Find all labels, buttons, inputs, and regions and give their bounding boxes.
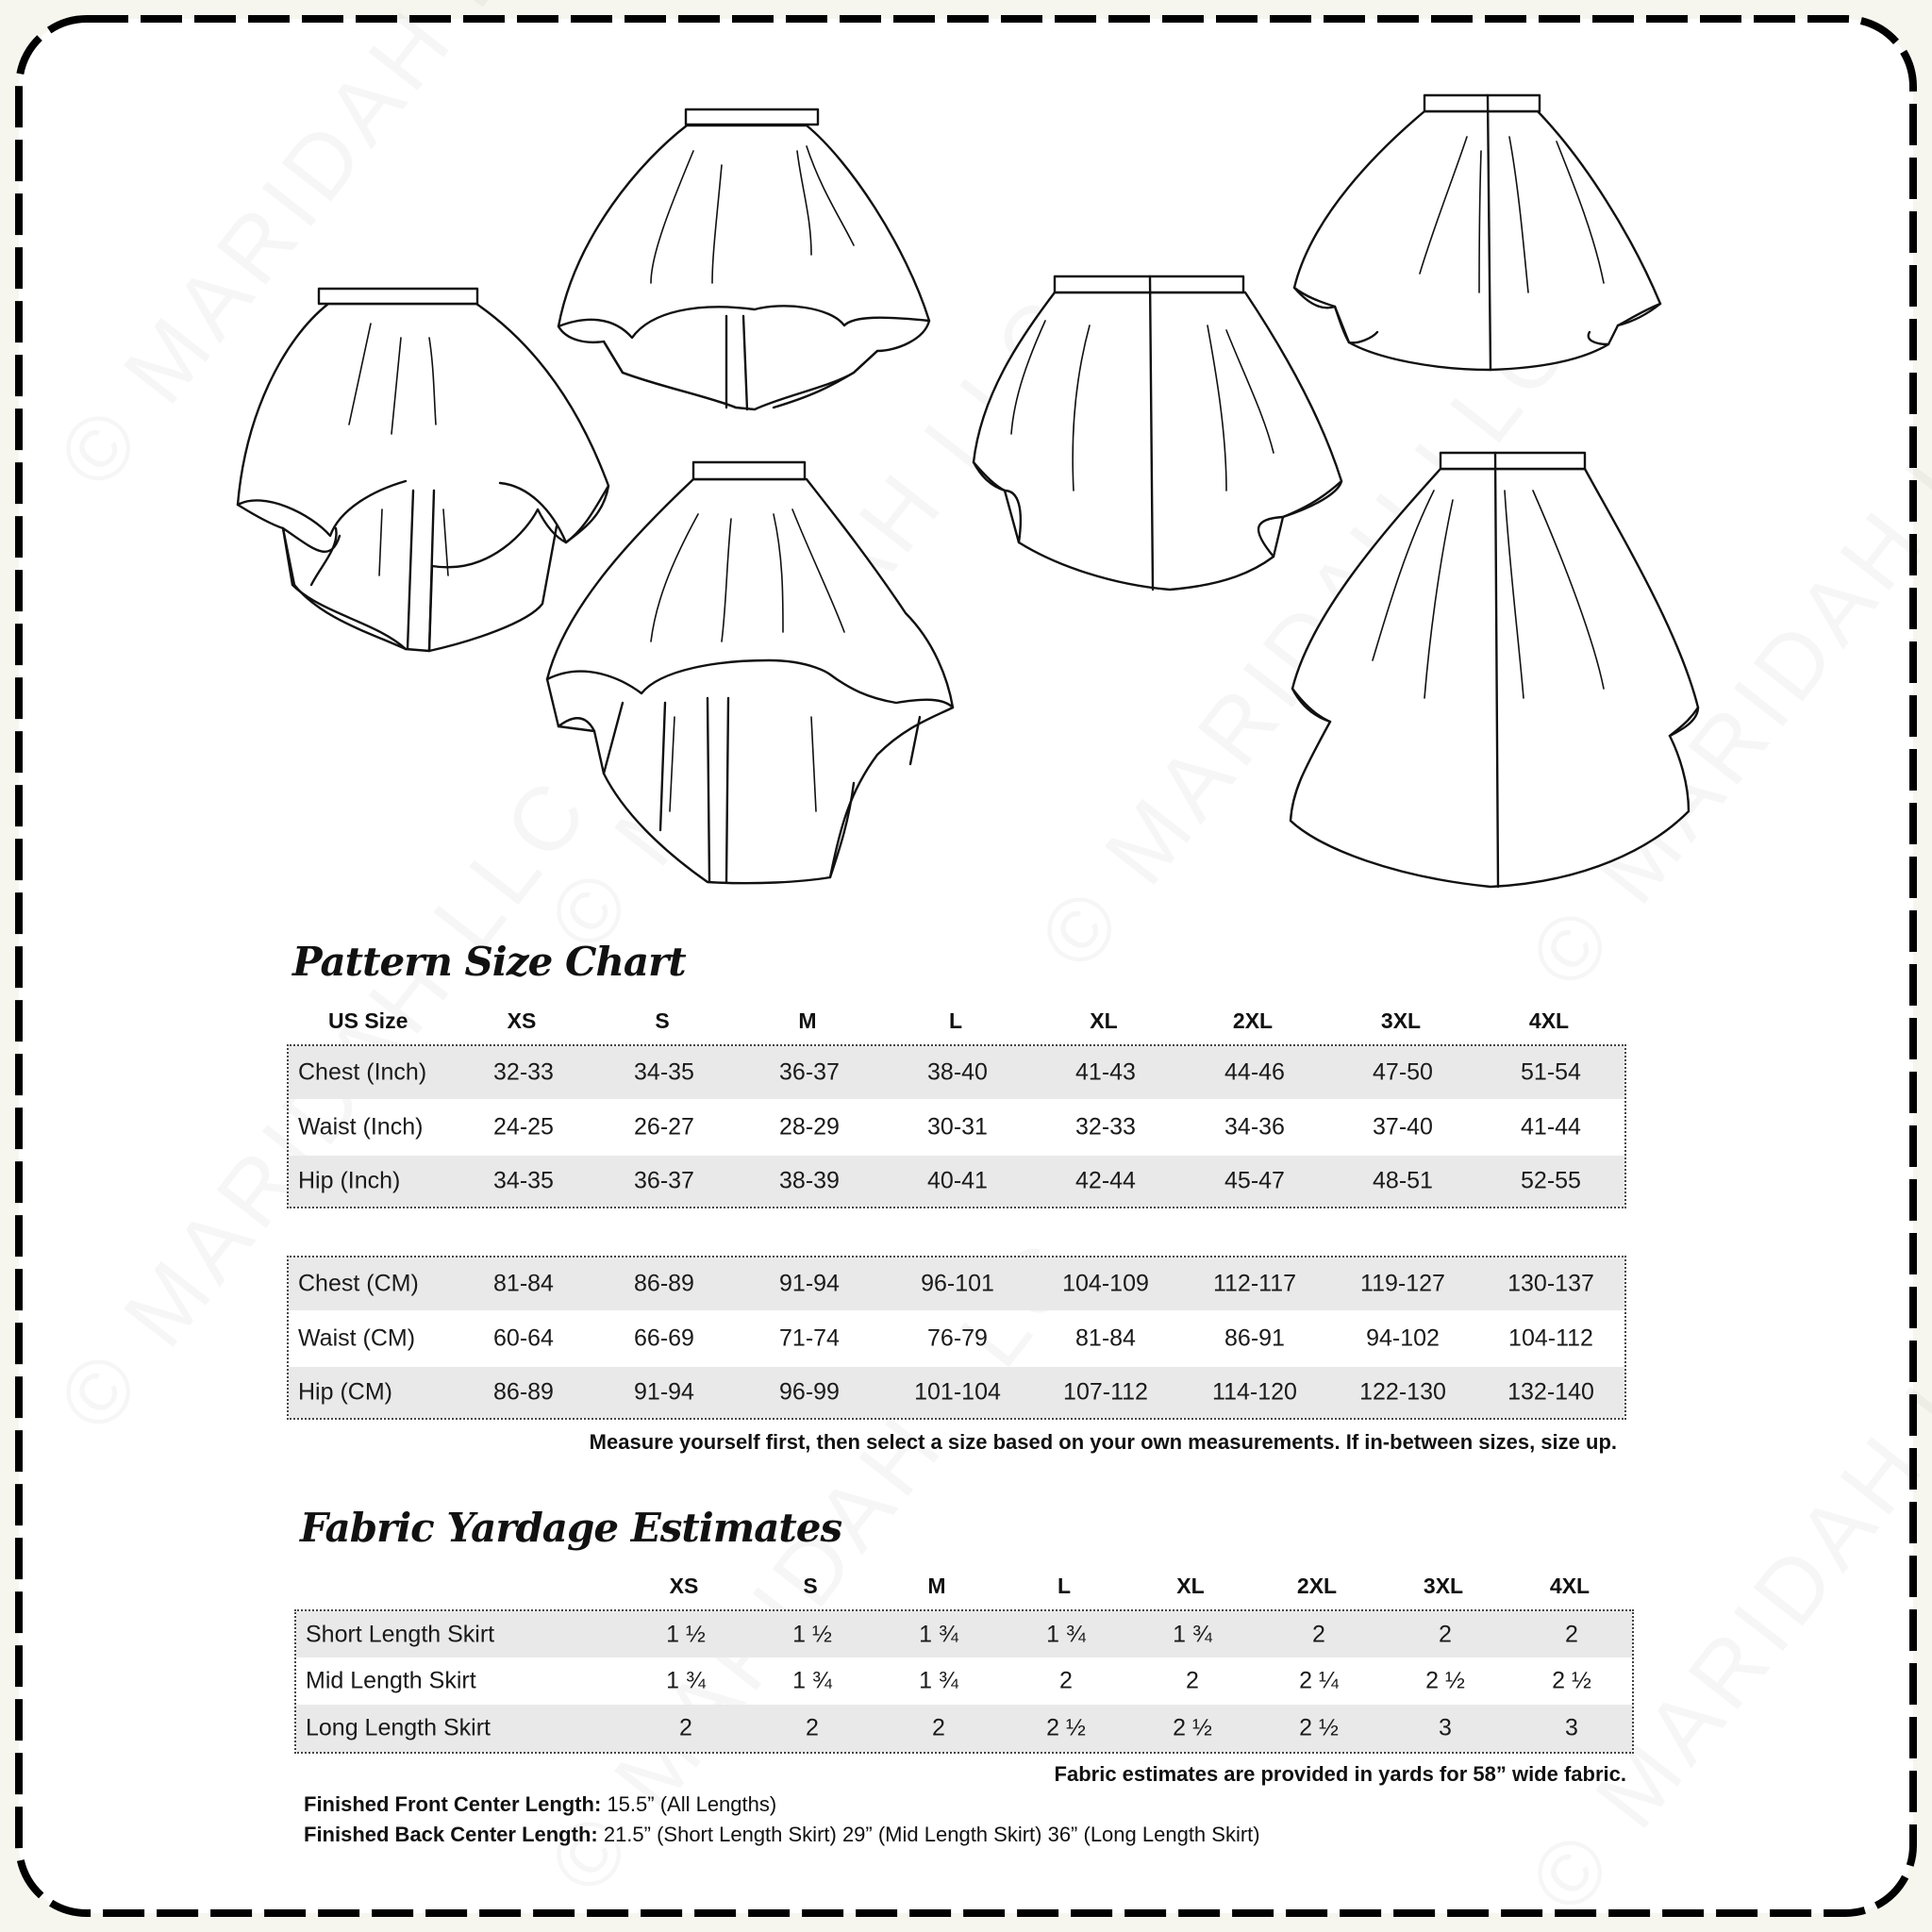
- size-chart-title: Pattern Size Chart: [292, 939, 686, 985]
- table-cell: 32-33: [493, 1058, 554, 1086]
- row-label: Chest (CM): [298, 1270, 419, 1297]
- size-header-l: L: [948, 1008, 963, 1033]
- table-cell: 2: [1312, 1621, 1325, 1647]
- finished-front-length: [304, 1792, 776, 1817]
- table-cell: 34-36: [1224, 1113, 1285, 1141]
- table-row: [296, 1657, 1632, 1705]
- row-label: Long Length Skirt: [306, 1714, 491, 1741]
- finished-back-length-value: 21.5” (Short Length Skirt) 29” (Mid Length Skirt) 36” (Long Length Skirt): [597, 1823, 1260, 1846]
- table-cell: 44-46: [1224, 1058, 1285, 1086]
- table-cell: 30-31: [927, 1113, 988, 1141]
- mid-length-skirt-back-illustration: [974, 276, 1341, 590]
- table-cell: 47-50: [1373, 1058, 1433, 1086]
- yardage-header-s: S: [803, 1574, 818, 1598]
- table-cell: 28-29: [779, 1113, 840, 1141]
- table-cell: 2: [1059, 1667, 1073, 1694]
- table-cell: 2 ½: [1173, 1714, 1212, 1741]
- short-length-skirt-back-illustration: [1294, 95, 1660, 370]
- yardage-header-m: M: [927, 1574, 946, 1598]
- table-cell: 38-40: [927, 1058, 988, 1086]
- size-header-4xl: 4XL: [1528, 1008, 1570, 1033]
- row-label: Waist (CM): [298, 1324, 416, 1352]
- yardage-header-2xl: 2XL: [1296, 1574, 1338, 1598]
- mid-length-skirt-front-illustration: [558, 109, 929, 409]
- table-row: [289, 1367, 1624, 1418]
- table-cell: 38-39: [779, 1167, 840, 1194]
- yardage-table: [294, 1609, 1634, 1754]
- table-cell: 34-35: [634, 1058, 694, 1086]
- table-cell: 3: [1439, 1714, 1452, 1741]
- table-cell: 86-89: [493, 1378, 554, 1406]
- size-chart-cm-table: [287, 1256, 1626, 1420]
- table-cell: 1 ¾: [666, 1667, 706, 1694]
- table-cell: 48-51: [1373, 1167, 1433, 1194]
- table-cell: 1 ½: [792, 1621, 832, 1647]
- table-cell: 36-37: [779, 1058, 840, 1086]
- yardage-header-4xl: 4XL: [1549, 1574, 1591, 1598]
- table-cell: 60-64: [493, 1324, 554, 1352]
- skirt-illustrations: [0, 0, 1932, 906]
- yardage-header-3xl: 3XL: [1423, 1574, 1464, 1598]
- table-cell: 1 ¾: [1046, 1621, 1086, 1647]
- yardage-title: Fabric Yardage Estimates: [300, 1505, 842, 1551]
- table-cell: 91-94: [779, 1270, 840, 1297]
- table-cell: 1 ¾: [919, 1621, 958, 1647]
- table-cell: 32-33: [1075, 1113, 1136, 1141]
- table-cell: 86-89: [634, 1270, 694, 1297]
- row-label: Hip (Inch): [298, 1167, 401, 1194]
- finished-back-length-label: Finished Back Center Length:: [304, 1823, 598, 1846]
- size-header-label: US Size: [328, 1008, 408, 1033]
- yardage-header-l: L: [1057, 1574, 1072, 1598]
- table-cell: 2: [679, 1714, 692, 1741]
- table-cell: 91-94: [634, 1378, 694, 1406]
- size-header-m: M: [798, 1008, 817, 1033]
- table-cell: 41-44: [1521, 1113, 1581, 1141]
- table-cell: 81-84: [493, 1270, 554, 1297]
- table-cell: 122-130: [1359, 1378, 1446, 1406]
- table-cell: 2 ½: [1425, 1667, 1465, 1694]
- row-label: Short Length Skirt: [306, 1621, 495, 1647]
- finished-front-length-value: 15.5” (All Lengths): [601, 1792, 777, 1816]
- table-row: [289, 1099, 1624, 1156]
- size-chart-inch-table: [287, 1044, 1626, 1208]
- table-cell: 104-112: [1508, 1324, 1593, 1352]
- yardage-header-xs: XS: [669, 1574, 699, 1598]
- row-label: Mid Length Skirt: [306, 1667, 476, 1694]
- table-cell: 51-54: [1521, 1058, 1581, 1086]
- table-cell: 132-140: [1507, 1378, 1594, 1406]
- table-cell: 41-43: [1075, 1058, 1136, 1086]
- table-cell: 42-44: [1075, 1167, 1136, 1194]
- table-cell: 2: [1186, 1667, 1199, 1694]
- row-label: Chest (Inch): [298, 1058, 427, 1086]
- table-cell: 40-41: [927, 1167, 988, 1194]
- table-row: [289, 1156, 1624, 1207]
- row-label: Hip (CM): [298, 1378, 392, 1406]
- table-cell: 101-104: [914, 1378, 1001, 1406]
- table-cell: 114-120: [1212, 1378, 1297, 1406]
- table-cell: 34-35: [493, 1167, 554, 1194]
- table-cell: 71-74: [779, 1324, 840, 1352]
- table-cell: 52-55: [1521, 1167, 1581, 1194]
- size-header-s: S: [655, 1008, 670, 1033]
- finished-back-length: [304, 1823, 1260, 1847]
- table-row: [289, 1046, 1624, 1099]
- table-cell: 1 ¾: [1173, 1621, 1212, 1647]
- table-cell: 1 ¾: [792, 1667, 832, 1694]
- table-cell: 2 ¼: [1299, 1667, 1339, 1694]
- table-cell: 26-27: [634, 1113, 694, 1141]
- row-label: Waist (Inch): [298, 1113, 424, 1141]
- table-cell: 45-47: [1224, 1167, 1285, 1194]
- table-cell: 2: [1439, 1621, 1452, 1647]
- table-cell: 2: [806, 1714, 819, 1741]
- table-cell: 2 ½: [1299, 1714, 1339, 1741]
- table-cell: 81-84: [1075, 1324, 1136, 1352]
- table-cell: 2 ½: [1552, 1667, 1591, 1694]
- table-cell: 1 ½: [666, 1621, 706, 1647]
- table-cell: 130-137: [1507, 1270, 1594, 1297]
- table-cell: 3: [1565, 1714, 1578, 1741]
- yardage-note: Fabric estimates are provided in yards for 58” wide fabric.: [1054, 1762, 1626, 1786]
- size-chart-note: Measure yourself first, then select a size based on your own measurements. If in-between sizes, size up.: [589, 1430, 1617, 1454]
- long-length-skirt-back-illustration: [1291, 453, 1698, 887]
- table-cell: 96-99: [779, 1378, 840, 1406]
- table-cell: 2: [1565, 1621, 1578, 1647]
- table-cell: 107-112: [1063, 1378, 1148, 1406]
- finished-front-length-label: Finished Front Center Length:: [304, 1792, 602, 1816]
- short-length-skirt-front-illustration: [238, 289, 608, 651]
- table-row: [296, 1611, 1632, 1657]
- table-cell: 86-91: [1224, 1324, 1285, 1352]
- table-cell: 119-127: [1360, 1270, 1445, 1297]
- size-header-3xl: 3XL: [1380, 1008, 1422, 1033]
- table-cell: 96-101: [921, 1270, 994, 1297]
- yardage-header-xl: XL: [1176, 1574, 1205, 1598]
- size-header-xs: XS: [507, 1008, 537, 1033]
- long-length-skirt-front-illustration: [547, 462, 953, 883]
- table-row: [296, 1705, 1632, 1752]
- size-header-xl: XL: [1090, 1008, 1118, 1033]
- table-cell: 104-109: [1062, 1270, 1149, 1297]
- table-cell: 94-102: [1366, 1324, 1440, 1352]
- table-row: [289, 1310, 1624, 1367]
- size-header-2xl: 2XL: [1232, 1008, 1274, 1033]
- table-cell: 37-40: [1373, 1113, 1433, 1141]
- table-cell: 2 ½: [1046, 1714, 1086, 1741]
- table-cell: 112-117: [1212, 1270, 1297, 1297]
- table-cell: 24-25: [493, 1113, 554, 1141]
- table-cell: 2: [932, 1714, 945, 1741]
- table-cell: 66-69: [634, 1324, 694, 1352]
- table-row: [289, 1257, 1624, 1310]
- table-cell: 76-79: [927, 1324, 988, 1352]
- table-cell: 1 ¾: [919, 1667, 958, 1694]
- table-cell: 36-37: [634, 1167, 694, 1194]
